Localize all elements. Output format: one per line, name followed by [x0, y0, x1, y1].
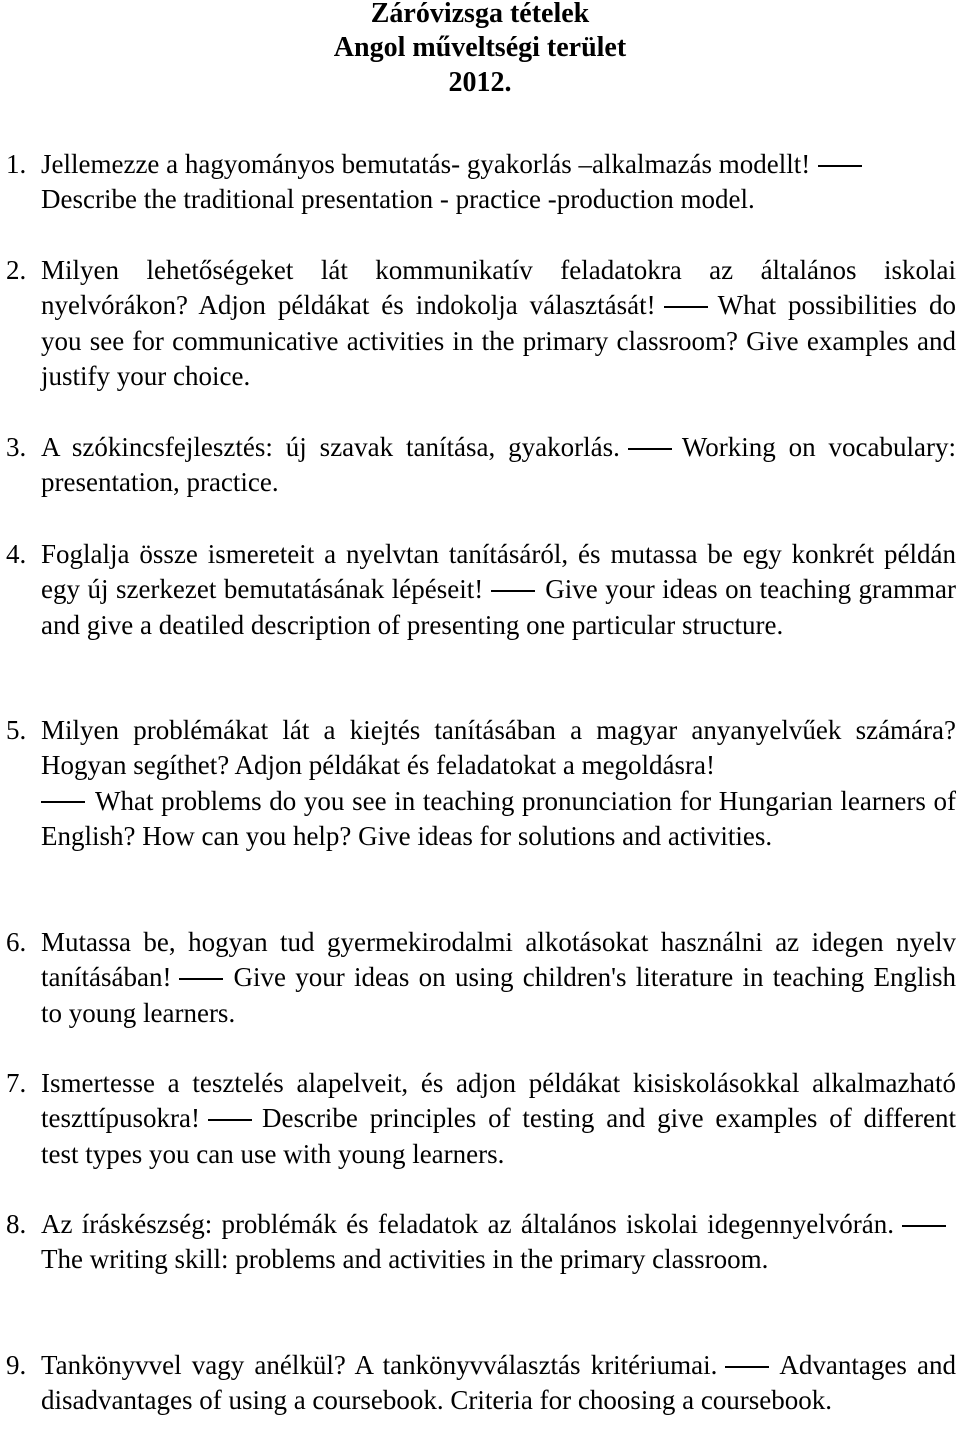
item-text-hu: Mutassa be, hogyan tud gyermekirodalmi alkotásokat használni az idegen nyelv tanításában! [41, 927, 956, 993]
item-text-en: Describe principles of testing and give examples of different test types you can use with young learners. [41, 1103, 956, 1169]
item-text [41, 925, 956, 1031]
item-text-hu: A szókincsfejlesztés: új szavak tanítása, gyakorlás. [41, 432, 620, 462]
item-text-en: Advantages and disadvantages of using a coursebook. Criteria for choosing a coursebook. [41, 1350, 956, 1416]
item-number: 1. [6, 149, 27, 179]
title-line-3: 2012. [448, 67, 512, 98]
item-text-hu: Ismertesse a tesztelés alapelveit, és adjon példákat kisiskolásokkal alkalmazható teszttípusokra! [41, 1068, 956, 1134]
item-text-en: Give your ideas on teaching grammar and give a deatiled description of presenting one particular structure. [41, 574, 957, 640]
item-text-en: What problems do you see in teaching pronunciation for Hungarian learners of English? How can you help? Give ideas for solutions and activities. [41, 785, 956, 851]
item-number: 7. [6, 1068, 27, 1098]
dash-separator [208, 1119, 252, 1121]
item-number: 9. [6, 1350, 27, 1380]
dash-separator [179, 978, 223, 980]
item-text-en: Working on vocabulary: presentation, practice. [41, 432, 956, 498]
item-text-hu: Tankönyvvel vagy anélkül? A tankönyvválasztás kritériumai. [41, 1350, 718, 1380]
item-text [41, 1348, 956, 1419]
item-number: 2. [6, 255, 27, 285]
item-number: 4. [6, 539, 27, 569]
item-text-hu: Jellemezze a hagyományos bemutatás- gyakorlás –alkalmazás modellt! [41, 149, 811, 179]
item-number: 5. [6, 715, 27, 745]
dash-separator [628, 448, 672, 450]
item-text-hu: Az íráskészség: problémák és feladatok az általános iskolai idegennyelvórán. [41, 1209, 894, 1239]
item-text [41, 147, 956, 218]
item-text-en: Describe the traditional presentation - practice -production model. [41, 184, 755, 215]
item-text-en: What possibilities do you see for communicative activities in the primary classroom? Give examples and justify your choice. [41, 290, 957, 391]
item-text-hu: Milyen problémákat lát a kiejtés tanításában a magyar anyanyelvűek számára? Hogyan segíthet? Adjon példákat és feladatokat a megoldásra! [41, 715, 956, 781]
dash-separator [818, 165, 862, 167]
dash-separator [664, 306, 708, 308]
dash-separator [491, 590, 535, 592]
item-text [41, 713, 956, 854]
dash-separator [41, 801, 85, 803]
item-text [41, 253, 956, 394]
item-number: 3. [6, 432, 27, 462]
item-text-en: Give your ideas on using children's literature in teaching English to young learners. [41, 962, 956, 1028]
item-text [41, 1066, 956, 1172]
item-text [41, 1207, 956, 1278]
title-line-2: Angol műveltségi terület [333, 32, 627, 63]
dash-separator [902, 1225, 946, 1227]
item-text-hu: Foglalja össze ismereteit a nyelvtan tanításáról, és mutassa be egy konkrét példán egy új szerkezet bemutatásának lépéseit! [41, 539, 956, 605]
item-text-en: The writing skill: problems and activities in the primary classroom. [41, 1244, 769, 1275]
item-text [41, 430, 956, 501]
item-number: 8. [6, 1209, 27, 1239]
item-number: 6. [6, 927, 27, 957]
item-text [41, 537, 956, 643]
dash-separator [725, 1366, 769, 1368]
title-line-1: Záróvizsga tételek [370, 0, 590, 29]
item-text-hu: Milyen lehetőségeket lát kommunikatív feladatokra az általános iskolai nyelvórákon? Adjon példákat és indokolja választását! [41, 255, 956, 321]
